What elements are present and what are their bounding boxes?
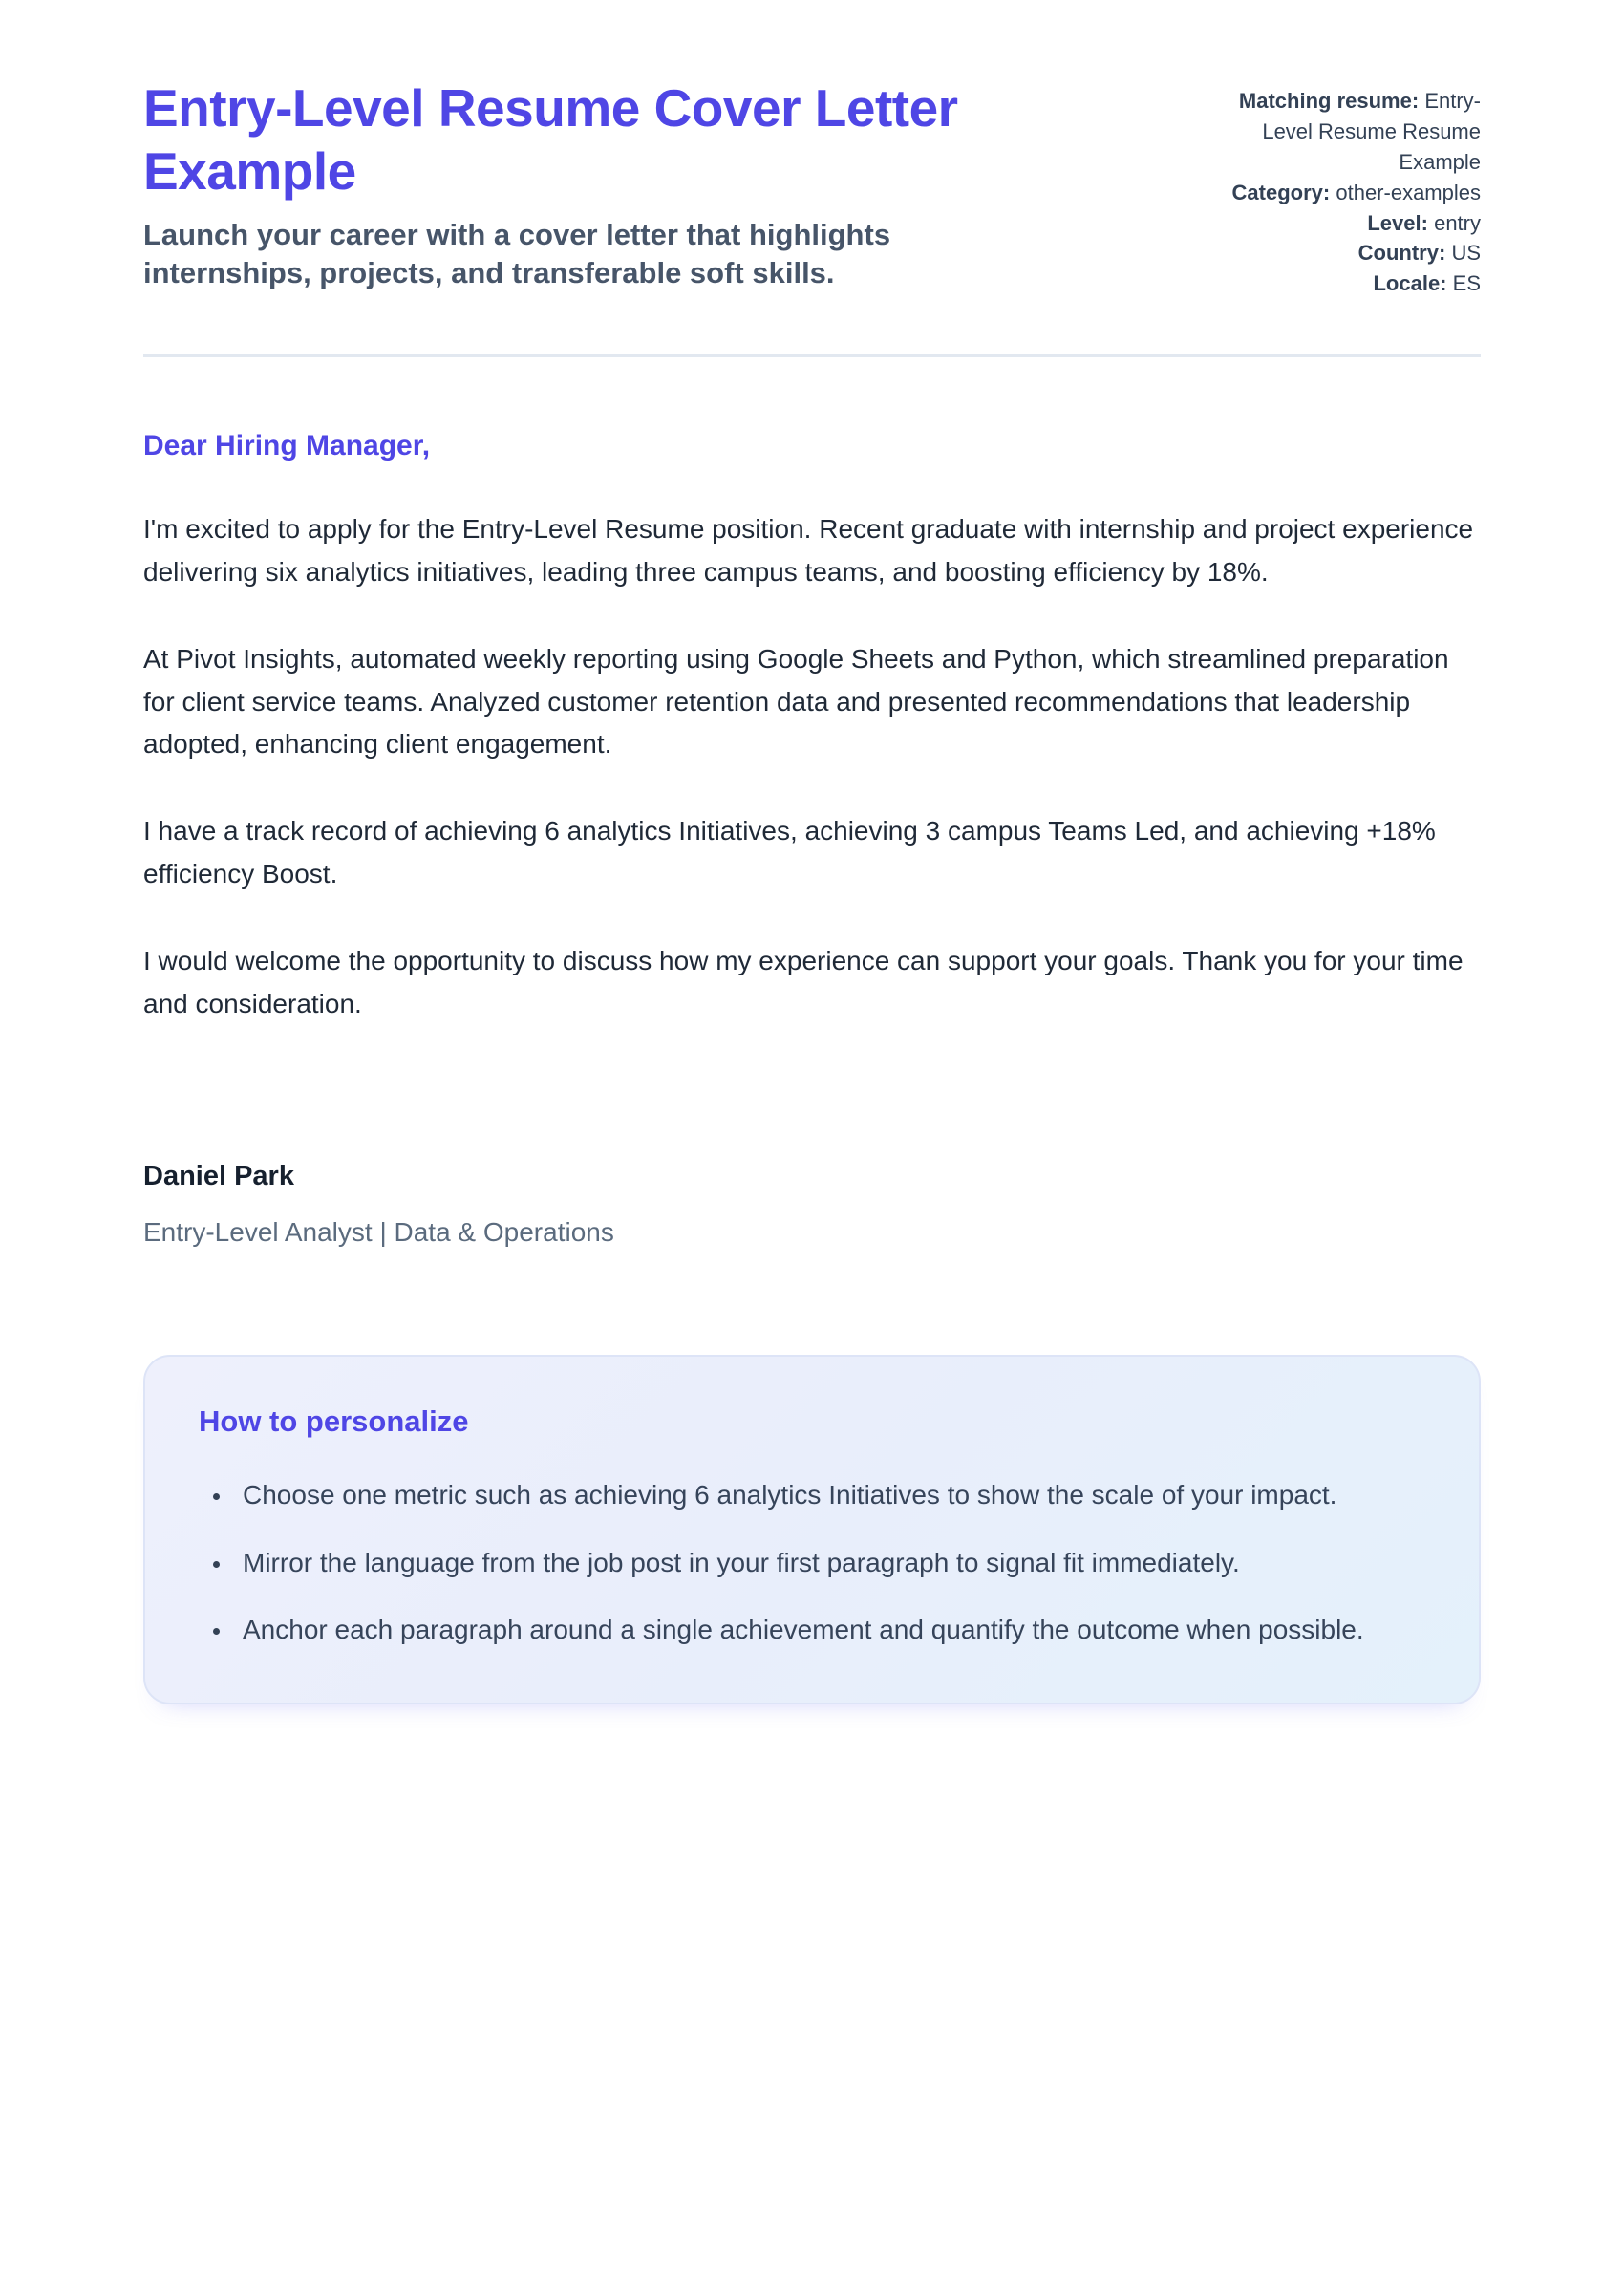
- tip-item-3: • Anchor each paragraph around a single achievement and quantify the outcome when possible.: [233, 1606, 1425, 1654]
- meta-row-level: [1202, 208, 1481, 239]
- letter-paragraph-4: I would welcome the opportunity to discuss how my experience can support your goals. Thank you for your time and consideration.: [143, 945, 1464, 1018]
- signature-role: Entry-Level Analyst | Data & Operations: [143, 1217, 614, 1248]
- letter-paragraph-2: At Pivot Insights, automated weekly reporting using Google Sheets and Python, which streamlined preparation for client service teams. Analyzed customer retention data and presented recommendations that leadership adopted, enhancing client engagement.: [143, 643, 1449, 760]
- meta-label: Level:: [1367, 210, 1428, 235]
- tip-item-2: • Mirror the language from the job post in your first paragraph to signal fit immediately.: [233, 1539, 1425, 1587]
- greeting: Dear Hiring Manager,: [143, 430, 431, 462]
- meta-label: Matching resume:: [1238, 89, 1420, 113]
- meta-label: Locale:: [1373, 271, 1447, 296]
- meta-label: Country:: [1357, 241, 1446, 266]
- meta-value: US: [1451, 241, 1481, 266]
- letter-body: [143, 430, 1481, 1248]
- header-title-block: [143, 76, 1060, 293]
- signature-name: Daniel Park: [143, 1161, 294, 1192]
- header-divider: [143, 354, 1481, 357]
- meta-value: ES: [1452, 271, 1481, 296]
- tips-heading: How to personalize: [199, 1404, 469, 1439]
- page-title: Entry-Level Resume Cover Letter Example: [143, 78, 958, 201]
- meta-label: Category:: [1231, 180, 1331, 204]
- meta-panel: [1202, 86, 1481, 299]
- signature-block: [143, 1161, 1481, 1248]
- meta-value: Entry-Level Resume Resume Example: [1262, 89, 1481, 174]
- meta-row-locale: [1202, 268, 1481, 299]
- personalize-tips-card: [143, 1355, 1481, 1704]
- meta-row-matching-resume: [1202, 86, 1481, 178]
- letter-paragraph-3: I have a track record of achieving 6 analytics Initiatives, achieving 3 campus Teams Led, and achieving +18% efficiency Boost.: [143, 816, 1436, 889]
- tip-item-1: • Choose one metric such as achieving 6 analytics Initiatives to show the scale of your impact.: [233, 1471, 1425, 1519]
- letter-paragraph-1: I'm excited to apply for the Entry-Level Resume position. Recent graduate with internship and project experience delivering six analytics initiatives, leading three campus teams, and boosting efficiency by 18%.: [143, 514, 1474, 588]
- meta-value: entry: [1434, 210, 1481, 235]
- meta-row-category: [1202, 178, 1481, 208]
- tips-list: [199, 1471, 1425, 1654]
- page-header: [143, 76, 1481, 299]
- page-subtitle: Launch your career with a cover letter that highlights internships, projects, and transferable soft skills.: [143, 218, 891, 290]
- meta-value: other-examples: [1336, 180, 1481, 204]
- meta-row-country: [1202, 238, 1481, 268]
